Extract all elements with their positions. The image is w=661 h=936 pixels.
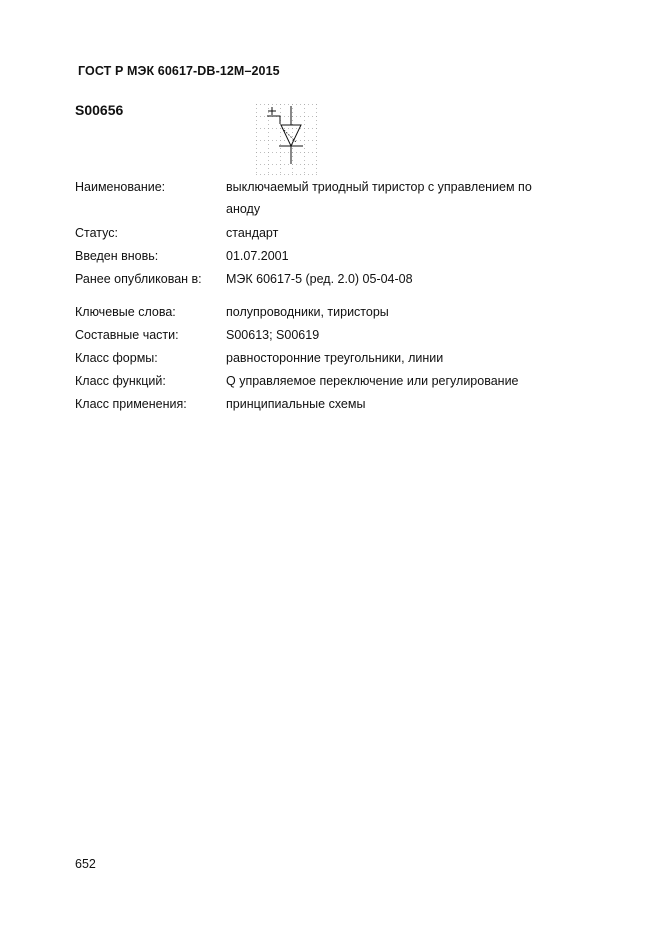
- field-label: Статус:: [75, 226, 118, 240]
- grid-dots: [256, 104, 317, 175]
- field-value: выключаемый триодный тиристор с управлением по аноду: [226, 180, 532, 216]
- field-label: Класс функций:: [75, 374, 166, 388]
- symbol-code: S00656: [75, 102, 124, 118]
- field-label: Ранее опубликован в:: [75, 272, 202, 286]
- document-header: ГОСТ Р МЭК 60617-DB-12M–2015: [78, 64, 280, 78]
- field-value: равносторонние треугольники, линии: [226, 351, 444, 365]
- field-label: Ключевые слова:: [75, 305, 176, 319]
- field-label: Введен вновь:: [75, 249, 159, 263]
- field-value: МЭК 60617-5 (ред. 2.0) 05-04-08: [226, 272, 413, 286]
- field-value: Q управляемое переключение или регулирование: [226, 374, 519, 388]
- page-number: 652: [75, 857, 96, 871]
- field-label: Наименование:: [75, 180, 166, 194]
- field-value: S00613; S00619: [226, 328, 320, 342]
- field-value: 01.07.2001: [226, 249, 289, 263]
- gto-thyristor-anode-gate-icon: [254, 102, 320, 176]
- field-value: полупроводники, тиристоры: [226, 305, 389, 319]
- field-label: Класс формы:: [75, 351, 158, 365]
- field-label: Составные части:: [75, 328, 179, 342]
- field-value: принципиальные схемы: [226, 397, 366, 411]
- field-value: стандарт: [226, 226, 279, 240]
- field-label: Класс применения:: [75, 397, 187, 411]
- thyristor-symbol: [267, 106, 303, 164]
